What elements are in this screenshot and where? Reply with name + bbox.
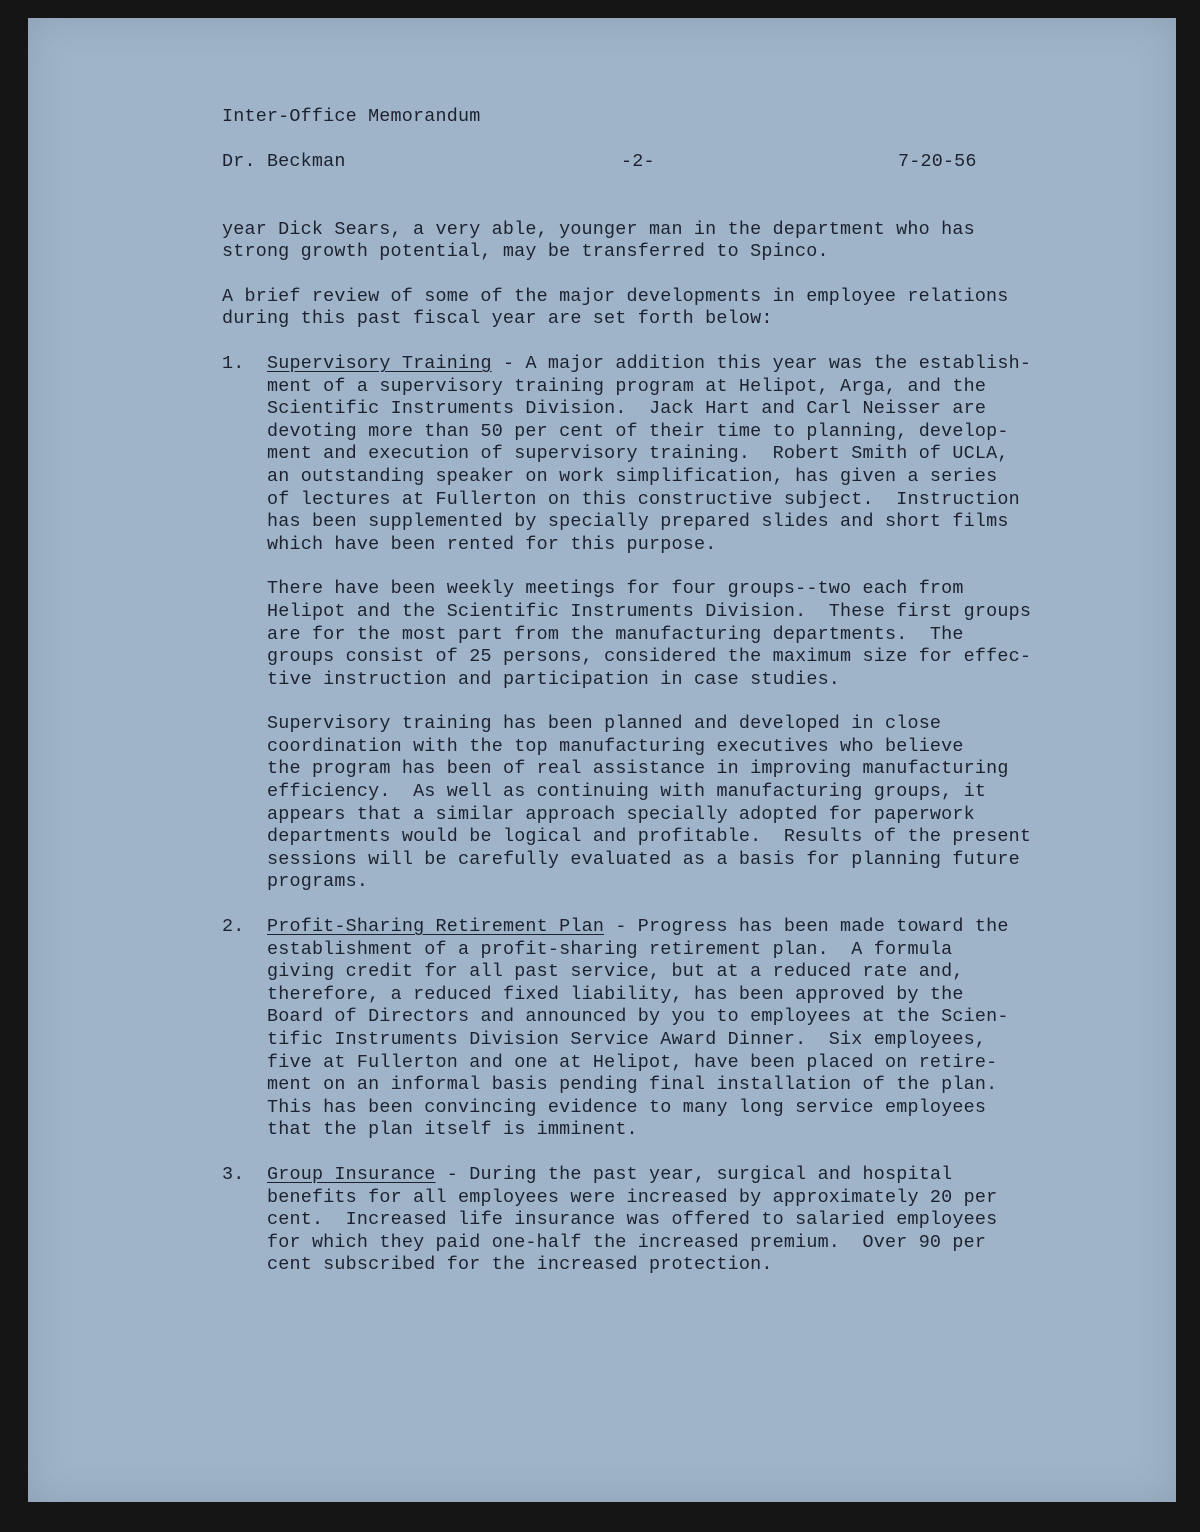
text-line: cent. Increased life insurance was offered to salaried employees: [267, 1209, 998, 1231]
text-line: of lectures at Fullerton on this constructive subject. Instruction: [267, 488, 1020, 510]
text-line: giving credit for all past service, but at a reduced rate and,: [267, 961, 964, 983]
item-number: 1.: [222, 352, 245, 374]
text-line: tive instruction and participation in case studies.: [267, 668, 841, 690]
text-line: benefits for all employees were increased by approximately 20 per: [267, 1186, 998, 1208]
text-line: the program has been of real assistance in improving manufacturing: [267, 758, 1009, 780]
item-heading: Supervisory Training: [267, 352, 492, 374]
sub-paragraph-coordination: [267, 713, 1052, 894]
text-line: has been supplemented by specially prepared slides and short films: [267, 511, 1009, 533]
memo-date: 7-20-56: [898, 150, 977, 172]
memo-header-row: [222, 151, 1052, 174]
text-line: coordination with the top manufacturing executives who believe: [267, 735, 964, 757]
item-first-line: - Progress has been made toward the: [604, 916, 1009, 938]
text-line: establishment of a profit-sharing retirement plan. A formula: [267, 938, 953, 960]
review-paragraph: [222, 286, 1052, 331]
text-line: that the plan itself is imminent.: [267, 1119, 638, 1141]
text-line: an outstanding speaker on work simplification, has given a series: [267, 465, 998, 487]
text-line: sessions will be carefully evaluated as a basis for planning future: [267, 848, 1020, 870]
item-number: 2.: [222, 916, 245, 938]
text-line: year Dick Sears, a very able, younger man in the department who has: [222, 218, 975, 240]
text-line: This has been convincing evidence to many long service employees: [267, 1096, 987, 1118]
text-line: groups consist of 25 persons, considered the maximum size for effec-: [267, 646, 1032, 668]
text-line: cent subscribed for the increased protection.: [267, 1254, 773, 1276]
intro-paragraph: [222, 219, 1052, 264]
text-line: programs.: [267, 871, 369, 893]
text-line: devoting more than 50 per cent of their time to planning, develop-: [267, 420, 1009, 442]
item-heading: Profit-Sharing Retirement Plan: [267, 916, 605, 938]
text-line: Helipot and the Scientific Instruments Division. These first groups: [267, 600, 1032, 622]
text-line: for which they paid one-half the increased premium. Over 90 per: [267, 1231, 987, 1253]
text-line: ment on an informal basis pending final installation of the plan.: [267, 1074, 998, 1096]
list-item-supervisory-training: [222, 353, 1052, 894]
text-line: which have been rented for this purpose.: [267, 533, 717, 555]
text-line: ment of a supervisory training program at Helipot, Arga, and the: [267, 375, 987, 397]
text-line: A brief review of some of the major developments in employee relations: [222, 285, 1009, 307]
text-line: Supervisory training has been planned and developed in close: [267, 713, 942, 735]
text-line: Board of Directors and announced by you to employees at the Scien-: [267, 1006, 1009, 1028]
list-item-group-insurance: [222, 1164, 1052, 1277]
item-first-line: - During the past year, surgical and hospital: [435, 1163, 953, 1185]
text-line: ment and execution of supervisory training. Robert Smith of UCLA,: [267, 443, 1009, 465]
text-line: therefore, a reduced fixed liability, has been approved by the: [267, 983, 964, 1005]
text-line: appears that a similar approach specially adopted for paperwork: [267, 803, 975, 825]
text-line: five at Fullerton and one at Helipot, have been placed on retire-: [267, 1051, 998, 1073]
text-line: efficiency. As well as continuing with manufacturing groups, it: [267, 781, 987, 803]
text-line: There have been weekly meetings for four groups--two each from: [267, 578, 964, 600]
text-line: Scientific Instruments Division. Jack Hart and Carl Neisser are: [267, 398, 987, 420]
text-line: strong growth potential, may be transferred to Spinco.: [222, 241, 829, 263]
item-heading: Group Insurance: [267, 1163, 436, 1185]
memo-recipient: Dr. Beckman: [222, 150, 346, 172]
item-first-line: - A major addition this year was the establish-: [491, 352, 1032, 374]
text-line: departments would be logical and profitable. Results of the present: [267, 826, 1032, 848]
text-line: tific Instruments Division Service Award Dinner. Six employees,: [267, 1029, 987, 1050]
list-item-profit-sharing: [222, 916, 1052, 1142]
memo-body: [222, 106, 1052, 1299]
memo-title: Inter-Office Memorandum: [222, 106, 481, 127]
text-line: during this past fiscal year are set forth below:: [222, 308, 773, 330]
item-number: 3.: [222, 1163, 245, 1185]
text-line: are for the most part from the manufacturing departments. The: [267, 623, 964, 645]
sub-paragraph-weekly-meetings: [267, 578, 1052, 691]
page-number: -2-: [621, 150, 655, 172]
